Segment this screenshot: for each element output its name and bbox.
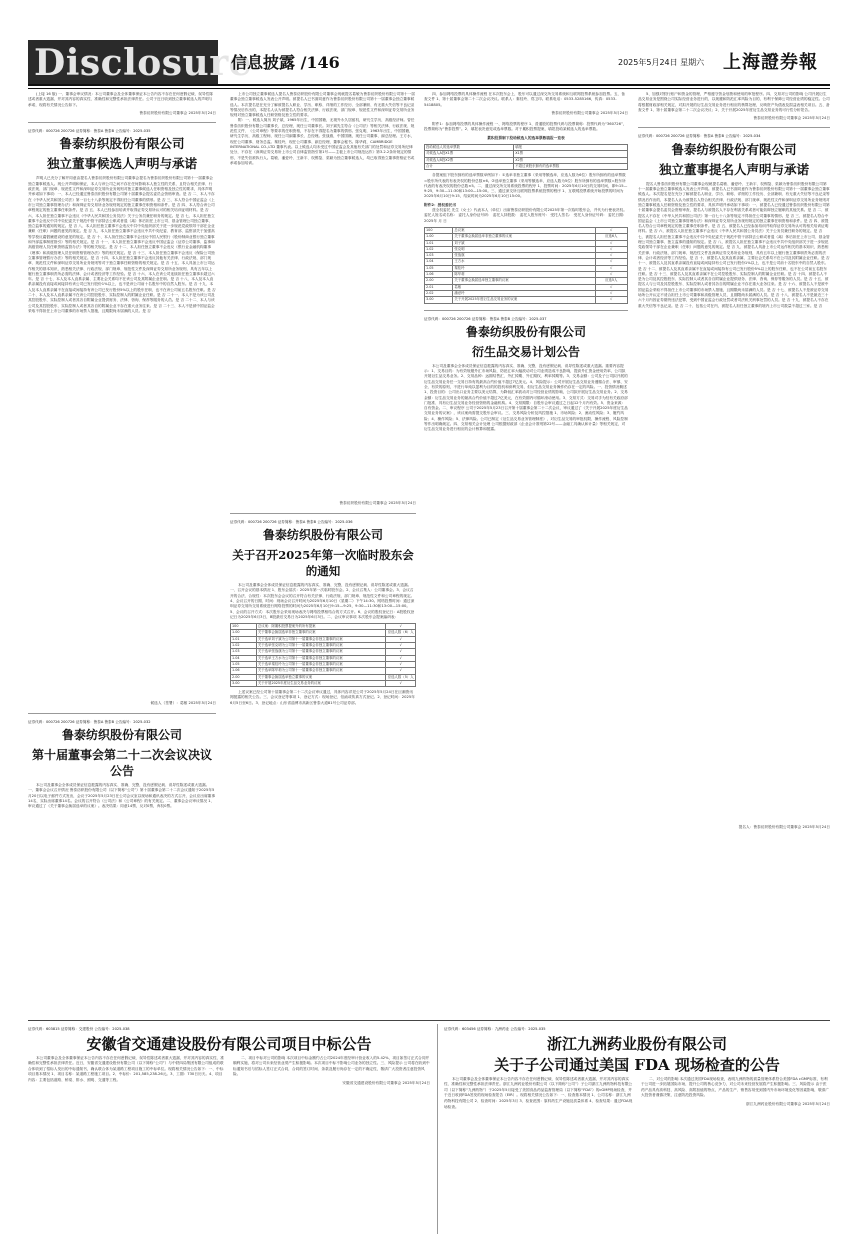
table-cell: 不超过该股东拥有的选举票数 [514,163,628,169]
proxy-body: 兹全权委托 先生（女士）代表本人（单位）出席鲁泰纺织股份有限公司2025年第一次临时股东会，并代为行使表决权。委托人姓名或名称： 委托人身份证号码： 委托人持股数： 委托人股东账号： 受托人签名： 受托人身份证号码： 委托日期：2025年 月 日 [424,208,627,223]
stock-code-line: 证券代码：603456 证券简称：九洲药业 公告编号：2025-035 [444,1027,546,1031]
body-right-wrap [641,1077,830,1114]
table-cell: 关于开展2025年度衍生品交易业务的议案 [256,680,386,686]
table-row [425,163,628,169]
table-cell: 应选5人 [595,278,627,284]
announcement-title: 安徽省交通建设股份有限公司项目中标公告 [86,1034,372,1053]
table-cell: 总议案 [453,227,595,233]
stock-code-line: 证券代码：000726 200726 证券简称：鲁泰A 鲁泰B 公告编号：2025-032 [28,719,151,724]
table-cell: 1.03 [231,649,257,655]
two-column-body [28,1056,430,1093]
table-cell: 3.00 [425,297,453,303]
table-cell: √ [386,643,416,649]
body-left: 本公司董事会及全体董事保证本公告内容不存在任何虚假记载、误导性陈述或者重大遗漏，并对其内容的真实性、准确性和完整性承担法律责任。近日，安徽省交通建设股份有限公司（以下简称“公司”）与中铁四局集团有限公司组成的联合体收到了招标人发出的中标通知书，确认联合体为某道路工程项目施工的中标单位。现将相关情况公告如下：一、中标项目基本情况 1、项目名称：某道路工程施工项目。2、中标价：201,585,238.26元。3、工期：730日历天。4、项目内容：主要包括道路、桥梁、排水、照明、交通等工程。 [28,1055,225,1082]
column-1 [28,92,216,1012]
table-row [425,297,628,303]
intro-text: (上接 16 版) 一、董事会审议情况：本公司董事会及全体董事保证本公告内容不存在任何虚假记载、误导性陈述或者重大遗漏，并对其内容的真实性、准确性和完整性承担法律责任。公司于近日收到独立董事候选人的声明与承诺，现将有关情况公告如下。 [28,92,214,107]
derivatives-plan-body: 本公司及董事会全体成员保证信息披露的内容真实、准确、完整，没有虚假记载、误导性陈述或重大遗漏。重要内容提示：1、交易目的：为有效规避外汇市场风险，防范汇率大幅波动对公司业绩造成不良影响，提高外汇资金使用效率，公司拟开展衍生品交易业务。2、交易品种：远期结售汇、外汇掉期、外汇期权、利率掉期等。3、交易金额：公司及子公司拟开展的衍生品交易业务任一交易日持有的最高合约价值不超过7亿美元。4、风险提示：公司开展衍生品交易业务遵循合法、审慎、安全、有效的原则，不进行单纯以盈利为目的的投机和套利交易，但衍生品交易业务操作仍存在一定的风险。一、投资情况概述 1、投资目的：公司出口业务主要以美元结算，为降低汇率波动对公司经营业绩的影响，公司拟开展衍生品交易业务。2、交易金额：衍生品交易业务的最高合约价值不超过7亿美元，在有效期内可循环滚动使用。3、交易方式：交易对手为经有关政府部门批准、具有衍生品交易业务经营资格的金融机构。4、交易期限：自股东会审议通过之日起12个月内有效。5、资金来源：自有资金。二、审议程序 公司于2025年5月23日召开第十届董事会第二十二次会议，审议通过了《关于开展2025年度衍生品交易业务的议案》，该议案尚需提交股东会审议。三、交易风险分析及风控措施 1、市场风险；2、流动性风险；3、履约风险；4、操作风险；5、法律风险。公司已制定《衍生品交易业务管理制度》，对衍生品交易的审批权限、操作流程、风险控制等作出明确规定。四、交易相关会计处理 公司根据财政部《企业会计准则第22号——金融工具确认和计量》等相关规定，对衍生品交易业务进行相应的会计核算和披露。 [424,363,628,432]
body-right: 二、项目中标对公司的影响 本次项目中标金额约占公司2024年度经审计营业收入的5.42%，项目如签订正式合同并顺利实施，将对公司未来经营业绩产生积极影响。本次项目中标不影响公司业务的独立性。三、风险提示 公司将在收到中标通知书后与招标人签订正式合同，合同的签订时间、条款及履行尚存在一定的不确定性，敬请广大投资者注意投资风险。 [233,1055,430,1077]
table-cell: 张战旗 [453,253,595,259]
announcement-title: 浙江九洲药业股份有限公司 [546,1034,727,1053]
table-cell: 应选人数（6）人 [387,630,414,635]
section-title: 信息披露 /146 [231,53,340,72]
divider [424,310,628,311]
table-cell: 秦桂玲 [453,265,595,271]
header-rule-thin [28,88,830,89]
meeting-notice-body-2: 上述议案已经公司第十届董事会第二十二次会议审议通过，具体内容详见公司于2025年5月24日在巨潮资讯网披露的相关公告。三、会议登记等事项 1、登记方式：现场登记、信函或传真方式登记。2、登记时间：2025年6月5日至6日。3、登记地点：山东省淄博市高新区鲁泰大道81号公司证券部。 [230,690,415,705]
table-cell: 2.00 [425,278,453,284]
signature: 鲁泰纺织股份有限公司董事会 2025年5月24日 [753,116,830,121]
divider [28,122,216,123]
table-cell: 对候选人A投X1票 [425,151,514,157]
table-cell: 1.01 [425,240,453,246]
header-rule [28,84,830,86]
signature: 鲁泰纺织股份有限公司董事会 2025年5月24日 [551,110,628,115]
stock-code-line: 证券代码：000726 200726 证券简称：鲁泰A 鲁泰B 公告编号：2025-035 [28,129,151,134]
table-cell: 2.00 [231,674,257,680]
table-cell: 关于选举陈华莉为公司第十一届董事会非独立董事的议案 [256,668,386,674]
table-cell: √ [386,624,416,630]
table-caption: 累积投票制下投给候选人的选举票数填报一览表 [487,135,565,140]
table-cell: 合计 [425,163,514,169]
announcement-title: 鲁泰纺织股份有限公司 [465,324,586,339]
issue-date: 2025年5月24日 星期六 [618,58,705,67]
table-cell: 1.06 [425,272,453,278]
stock-code-line: 证券代码：000726 200726 证券简称：鲁泰A 鲁泰B 公告编号：2025-036 [230,519,353,524]
signature: 安徽省交通建设股份有限公司董事会 2025年5月24日 [342,1080,430,1085]
column-3 [424,92,628,1012]
table-cell: 关于开展2025年度衍生品交易业务的议案 [453,297,595,303]
table-cell: 2.02 [425,290,453,296]
nominator-statement: 上市公司独立董事候选人提名人鲁泰纺织股份有限公司董事会现就提名葛敏为鲁泰纺织股份有限公司第十一届董事会独立董事候选人发表公开声明。被提名人已书面同意作为鲁泰纺织股份有限公司第十一届董事会独立董事候选人。本次提名是在充分了解被提名人职业、学历、职称、详细的工作经历、全部兼职、有无重大失信等不良记录等情况后作出的，本提名人认为被提名人符合相关法律、行政法规、部门规章、规范性文件和深圳证券交易所业务规则对独立董事候选人任职资格及独立性的要求。 [230,92,415,118]
table-cell: X2票 [514,157,628,163]
table-cell: 100 [231,624,257,630]
announcement-body: 本公司及董事会全体成员保证信息披露的内容真实、准确、完整，没有虚假记载、误导性陈述或重大遗漏。一、董事会会议召开情况 鲁泰纺织股份有限公司（以下简称“公司”）第十届董事会第二十二次会议通知于2025年5月20日以电子邮件方式发出，会议于2025年5月23日在公司会议室以现场和通讯表决的方式召开，会议应出席董事14名，实际出席董事14名。会议的召开符合《公司法》和《公司章程》的有关规定。二、董事会会议审议情况 1、审议通过了《关于董事会换届选举的议案》。表决结果：同意14票，反对0票，弃权0票。 [28,783,216,809]
bottom-right-announcement [444,1024,830,1234]
table-cell: 刘子斌 [453,240,595,246]
signature: 浙江九洲药业股份有限公司董事会 2025年5月24日 [746,1101,830,1106]
table-cell: √ [386,661,416,667]
table-cell: √ [386,668,416,674]
stock-code-line: 证券代码：000726 200726 证券简称：鲁泰A 鲁泰B 公告编号：2025-037 [424,316,547,321]
table-cell: 1.04 [231,655,257,661]
table-cell: 陈华莉 [453,272,595,278]
signature: 提名人：鲁泰纺织股份有限公司董事会 2025年5月24日 [738,824,830,829]
table-cell: √ [595,227,627,233]
bottom-divider [437,1024,438,1234]
table-cell: 葛敏 [453,284,595,290]
announcement-subtitle: 独立董事候选人声明与承诺 [46,156,197,172]
brand-block [28,40,253,84]
proposal-table [230,623,416,687]
table-cell: √ [386,680,416,686]
table-cell: 王方水 [453,259,595,265]
table-cell: √ [595,246,627,252]
table-cell: 100 [425,227,453,233]
cumulative-vote-table [424,144,628,170]
table-cell: 1.05 [425,265,453,271]
table-cell: 关于选举秦桂玲为公司第十一届董事会非独立董事的议案 [256,661,386,667]
stock-code-line: 证券代码：603815 证券简称：交建股份 公告编号：2025-038 [28,1027,130,1031]
signature: 候选人（签署）：葛敏 2025年5月24日 [150,701,216,706]
table-row [231,680,416,686]
bottom-rule [28,1020,830,1021]
announcement-subtitle: 独立董事提名人声明与承诺 [658,161,809,177]
proxy-vote-table [424,227,628,304]
divider [638,127,830,128]
table-cell: 关于选举刘子斌为公司第十一届董事会非独立董事的议案 [256,636,386,642]
table-cell: 关于选举王方水为公司第十一届董事会非独立董事的议案 [256,655,386,661]
table-cell: 张克明 [453,246,595,252]
announcement-title: 鲁泰纺织股份有限公司 [671,141,797,157]
proxy-title: 附件2：授权委托书 [424,202,457,207]
table-cell: 总议案：除累积投票提案外的所有提案 [256,624,386,630]
newspaper-logo: 上海證券報 [723,52,818,73]
announcement-subtitle: 第十届董事会第二十二次会议决议公告 [31,748,212,779]
signature: 鲁泰纺织股份有限公司董事会 2025年5月24日 [139,110,216,115]
table-cell: 关于董事会换届选举非独立董事的议案 [256,630,386,636]
voting-procedure: 各提案组下股东拥有的选举票数举例如下：①选举非独立董事（采用等额选举，应选人数为6位）股东所拥有的选举票数=股东所代表的有表决权的股份总数×6。②选举独立董事（采用等额选举，应选人数为5位）股东所拥有的选举票数=股东所代表的有表决权的股份总数×5。二、通过深交所交易系统投票的程序 1、投票时间：2025年6月10日的交易时间，即9:15—9:25，9:30—11:30和13:00—15:00。三、通过深交所互联网投票系统投票的程序 1、互联网投票系统开始投票的时间为2025年6月10日9:15，结束时间为2025年6月10日15:00。 [424,173,628,199]
table-cell: √ [595,297,627,303]
table-cell: √ [386,649,416,655]
table-cell: 1.06 [231,668,257,674]
table-cell: √ [595,284,627,290]
table-cell: 1.05 [231,661,257,667]
table-cell: 1.01 [231,636,257,642]
announcement-title: 鲁泰纺织股份有限公司 [61,728,182,743]
table-cell: √ [595,265,627,271]
body-right-wrap [233,1056,430,1093]
divider [230,513,416,514]
table-cell: 1.00 [425,234,453,240]
table-cell: 1.00 [231,630,257,636]
column-4 [638,92,830,1012]
table-cell: √ [595,253,627,259]
table-cell: 潘爱玲 [453,290,595,296]
body-right: 二、对公司的影响 本次通过美国FDA现场检查，表明九洲药物的质量管理体系符合美国FDA cGMP标准，有利于公司进一步拓展国际市场，提升公司的核心竞争力，对公司未来经营发展将产生积极影响。三、风险提示 由于医药产品具有高科技、高风险、高附加值的特点，产品的生产、销售容易受到国内外市场环境变化等因素影响，敬请广大投资者谨慎决策，注意防范投资风险。 [641,1076,830,1098]
table-cell: 关于选举张战旗为公司第十一届董事会非独立董事的议案 [256,649,386,655]
bottom-left-announcement [28,1024,430,1234]
table-cell: 应选人数（5）人 [387,674,414,679]
announcement-subtitle: 关于子公司通过美国 FDA 现场检查的公告 [494,1055,780,1074]
announcement-title: 鲁泰纺织股份有限公司 [59,136,185,152]
stock-code-line: 证券代码：000726 200726 证券简称：鲁泰A 鲁泰B 公告编号：2025-034 [638,134,761,139]
announcement-body: 声明人已充分了解并同意由提名人鲁泰纺织股份有限公司董事会提名为鲁泰纺织股份有限公司第十一届董事会独立董事候选人。现公开声明和保证，本人与该公司之间不存在任何影响本人独立性的关系，且符合相关法律、行政法规、部门规章、规范性文件和深圳证券交易所业务规则对独立董事候选人任职资格及独立性的要求，具体声明并承诺如下事项：一、本人已经通过鲁泰纺织股份有限公司第十届董事会提名委员会资格审查。是 否 二、本人不存在《中华人民共和国公司法》第一百七十八条等规定不得担任公司董事的情形。是 否 三、本人符合中国证监会《上市公司独立董事管理办法》和深圳证券交易所业务规则规定的独立董事任职资格和条件。是 否 四、本人符合该公司章程规定的独立董事任职条件。是 否 五、本人已经参加培训并取得证券交易所认可的相关培训证明材料。是 否 六、本人担任独立董事不会违反《中华人民共和国公务员法》关于公务员兼任职务的规定。是 否 七、本人担任独立董事不会违反中共中央纪委关于规范中管干部辞去公职或者退（离）休后担任上市公司、基金管理公司独立董事、独立监事的通知的规定。是 否 八、本人担任独立董事不会违反中共中央组织部关于进一步规范党政领导干部在企业兼职（任职）问题的意见的规定。是 否 九、本人担任独立董事不会违反中共中央纪委、教育部、监察部关于加强高等学校反腐倡廉建设的意见的规定。是 否 十、本人担任独立董事不会违反中国人民银行《股份制商业银行独立董事和外部监事制度指引》等的相关规定。是 否 十一、本人担任独立董事不会违反中国证监会《证券公司董事、监事和高级管理人员任职资格监管办法》等的相关规定。是 否 十二、本人担任独立董事不会违反《银行业金融机构董事（理事）和高级管理人员任职资格管理办法》等的相关规定。是 否 十三、本人担任独立董事不会违反《保险公司独立董事管理暂行办法》等的相关规定。是 否 十四、本人担任独立董事不会违反其他有关法律、行政法规、部门规章、规范性文件和深圳证券交易所业务规则等对于独立董事任职资格的相关规定。是 否 十五、本人具备上市公司运作相关的基本知识，熟悉相关法律、行政法规、部门规章、规范性文件及深圳证券交易所业务规则，具有五年以上履行独立董事职责所必需的法律、会计或者经济等工作经验。是 否 十六、本人在该公司连续担任独立董事未超过六年。是 否 十七、本人及本人直系亲属、主要社会关系均不在该公司及其附属企业任职。是 否 十八、本人及本人直系亲属没有直接或间接持有该公司已发行股份1%以上，也不是该公司前十名股东中的自然人股东。是 否 十九、本人及本人直系亲属不在直接或间接持有该公司已发行股份5%以上的股东任职，也不在该公司前五名股东任职。是 否 二十、本人及本人直系亲属不在该公司控股股东、实际控制人的附属企业任职。是 否 二十一、本人不是为该公司及其控股股东、实际控制人或者其各自附属企业提供财务、法律、咨询、保荐等服务的人员。是 否 二十二、本人与该公司及其控股股东、实际控制人或者其各自的附属企业不存在重大业务往来。是 否 二十三、本人不是被中国证监会采取不得担任上市公司董事的市场禁入措施，且期限尚未届满的人员。是 否 [28,176,216,313]
table-cell: 应选6人 [595,234,627,240]
table-cell: 1.02 [231,643,257,649]
table-cell: 关于董事会换届选举非独立董事的议案 [453,234,595,240]
body-left: 本公司董事会及全体董事保证本公告内容不存在任何虚假记载、误导性陈述或者重大遗漏，并对其内容的真实性、准确性和完整性承担法律责任。浙江九洲药业股份有限公司（以下简称“公司”）子公司浙江九洲药物科技有限公司（以下简称“九洲药物”）于2025年5月接受了美国食品药品监督管理局（以下简称“FDA”）的cGMP现场检查，并于近日收到FDA签发的现场检查报告（EIR）。现将相关情况公告如下：一、检查基本情况 1、公司名称：浙江九洲药物科技有限公司 2、检查时间：2025年3月 3、检查范围：原料药生产设施及质量体系 4、检查结果：通过FDA现场检查。 [444,1076,633,1109]
table-cell: X1票 [514,151,628,157]
table-cell: 2.01 [425,284,453,290]
table-cell: 1.03 [425,253,453,259]
table-cell: √ [595,240,627,246]
attachment-1: 附件1：参加网络投票的具体操作流程 一、网络投票的程序 1、普通股的投票代码与投票简称：投票代码为“360726”，投票简称为“鲁泰投票”。2、填报表决意见或选举票数。对于累积投票提案，填报投给某候选人的选举票数。 [424,122,627,132]
signature: 鲁泰纺织股份有限公司董事会 2025年5月24日 [339,501,416,506]
table-cell: √ [386,655,416,661]
table-cell: 3.00 [231,680,257,686]
table-cell: 对候选人B投X2票 [425,157,514,163]
table-cell: 关于董事会换届选举独立董事的议案 [256,674,386,680]
table-cell: √ [595,272,627,278]
table-cell: 投给候选人的选举票数 [425,145,514,151]
announcement-subtitle: 关于召开2025年第一次临时股东会的通知 [232,548,414,579]
nominator-declaration: 提名人鲁泰纺织股份有限公司董事会现就提名葛敏、潘爱玲、王新宇、权锡鉴、渠颖为鲁泰纺织股份有限公司第十一届董事会独立董事候选人发表公开声明。被提名人已书面同意作为鲁泰纺织股份有限公司第十一届董事会独立董事候选人。本次提名是在充分了解被提名人职业、学历、职称、详细的工作经历、全部兼职、有无重大失信等不良记录等情况后作出的，本提名人认为被提名人符合相关法律、行政法规、部门规章、规范性文件和深圳证券交易所业务规则对独立董事候选人任职资格及独立性的要求，具体声明并承诺如下事项：一、被提名人已经通过鲁泰纺织股份有限公司第十届董事会提名委员会资格审查，提名人与被提名人不存在利害关系或者可能妨碍独立履职的其他关系。是 否 二、被提名人不存在《中华人民共和国公司法》第一百七十八条等规定不得担任公司董事的情形。是 否 三、被提名人符合中国证监会《上市公司独立董事管理办法》和深圳证券交易所业务规则规定的独立董事任职资格和条件。是 否 四、被提名人符合公司章程规定的独立董事任职条件。是 否 五、被提名人已经参加培训并取得证券交易所认可的相关培训证明材料。是 否 六、被提名人担任独立董事不会违反《中华人民共和国公务员法》关于公务员兼任职务的规定。是 否 七、被提名人担任独立董事不会违反中共中央纪委关于规范中管干部辞去公职或者退（离）休后担任上市公司、基金管理公司独立董事、独立监事的通知的规定。是 否 八、被提名人担任独立董事不会违反中共中央组织部关于进一步规范党政领导干部在企业兼职（任职）问题的意见的规定。是 否 九、被提名人具备上市公司运作相关的基本知识，熟悉相关法律、行政法规、部门规章、规范性文件及深圳证券交易所业务规则，具有五年以上履行独立董事职责所必需的法律、会计或者经济等工作经验。是 否 十、被提名人及其直系亲属、主要社会关系均不在公司及其附属企业任职。是 否 十一、被提名人及其直系亲属没有直接或间接持有公司已发行股份1%以上，也不是公司前十名股东中的自然人股东。是 否 十二、被提名人及其直系亲属不在直接或间接持有公司已发行股份5%以上的股东任职，也不在公司前五名股东任职。是 否 十三、被提名人及其直系亲属不在公司控股股东、实际控制人的附属企业任职。是 否 十四、被提名人不是为公司及其控股股东、实际控制人或者其各自附属企业提供财务、法律、咨询、保荐等服务的人员。是 否 十五、被提名人与公司及其控股股东、实际控制人或者其各自的附属企业不存在重大业务往来。是 否 十六、被提名人不是被中国证监会采取不得担任上市公司董事的市场禁入措施，且期限尚未届满的人员。是 否 十七、被提名人不是被证券交易场所公开认定不适合担任上市公司董事和高级管理人员，且期限尚未届满的人员。是 否 十八、被提名人不是最近三十六个月内因证券期货违法犯罪，受到中国证监会行政处罚或者司法机关刑事处罚的人员。是 否 十九、被提名人不存在重大失信等不良记录。是 否 二十、包括公司在内，被提名人担任独立董事的境内上市公司数量不超过三家。是 否 [638,181,830,308]
table-cell: 填报 [514,145,628,151]
two-column-body [444,1077,830,1114]
announcement-subtitle: 衍生品交易计划公告 [471,344,580,359]
table-cell: √ [386,636,416,642]
derivatives-plan-continued: 5、加强对银行账户和资金的管理，严格遵守资金划拨和使用的审批程序。四、交易对公司的影响 公司开展衍生品交易业务是围绕公司实际经营业务进行的，以规避和防范汇率风险为目的，有利于保障公司经营业绩的稳定性。公司将根据财政部相关规定，对拟开展的衍生品交易业务进行相应的核算处理，反映资产负债表及损益表相关项目。五、备查文件 1、第十届董事会第二十二次会议决议；2、关于开展2025年度衍生品交易业务的可行性分析报告。 [638,92,830,112]
voting-info: 四、参加网络投票的具体操作流程 在本次股东会上，股东可以通过深交所交易系统和互联网投票系统参加投票。五、备查文件 1、第十届董事会第二十二次会议决议。联系人：秦桂玲、郑卫印。联系电话：0533-5285166，传真：0533-5418805。 [424,92,625,107]
brand-text: Disclosure [34,42,253,84]
candidate-resumes: 附：一、候选人简历 刘子斌，1965年出生，中国国籍，无境外永久居留权，研究生学历，高级经济师。曾任鲁泰纺织股份有限公司董事长、总经理，现任公司董事长。刘子斌先生符合《公司法》等相关法律、行政法规、规范性文件、《公司章程》等要求的任职资格，不存在不得提名为董事的情形。张克明，1963年出生，中国国籍，研究生学历，高级工程师，现任公司副董事长、总经理。张战旗，中国国籍，现任公司董事、副总经理。王方水，现任公司董事、财务总监。秦桂玲，现任公司董事、副总经理、董事会秘书。陈华莉，CAMBRIDGE INTERNATIONAL CO.,LTD 董事代表。以上候选人均未受过中国证监会及其他有关部门的处罚和证券交易所纪律处分，不存在《深圳证券交易所上市公司自律监管指引第1号——主板上市公司规范运作》第3.2.2条所规定的情形，不是失信被执行人。葛敏、潘爱玲、王新宇、权锡鉴、渠颖为独立董事候选人，均已取得独立董事资格证书或承诺参加培训。 [230,118,415,165]
table-cell: 1.04 [425,259,453,265]
table-cell: 关于选举张克明为公司第十一届董事会非独立董事的议案 [256,643,386,649]
table-cell: √ [595,290,627,296]
divider [28,713,216,714]
meeting-notice-body: 本公司及董事会全体成员保证信息披露的内容真实、准确、完整，没有虚假记载、误导性陈述或重大遗漏。一、召开会议的基本情况 1、股东会届次：2025年第一次临时股东会。2、会议召集人：公司董事会。3、会议召开的合法、合规性：本次股东会会议的召开符合有关法律、行政法规、部门规章、规范性文件和公司章程的规定。4、会议召开的日期、时间：现场会议召开时间为2025年6月10日（星期二）下午14:30。网络投票时间：通过深圳证券交易所交易系统进行网络投票的时间为2025年6月10日9:15—9:25，9:30—11:30和13:00—15:00。5、会议的召开方式：本次股东会采用现场表决与网络投票相结合的方式召开。6、会议的股权登记日：A股股权登记日为2025年6月3日，B股最后交易日为2025年6月3日。二、会议审议事项 本次股东会提案编码表： [230,583,415,619]
announcement-title: 鲁泰纺织股份有限公司 [262,528,383,543]
table-cell: 关于董事会换届选举独立董事的议案 [453,278,595,284]
column-2 [230,92,416,1012]
table-cell: 1.02 [425,246,453,252]
table-cell: √ [595,259,627,265]
